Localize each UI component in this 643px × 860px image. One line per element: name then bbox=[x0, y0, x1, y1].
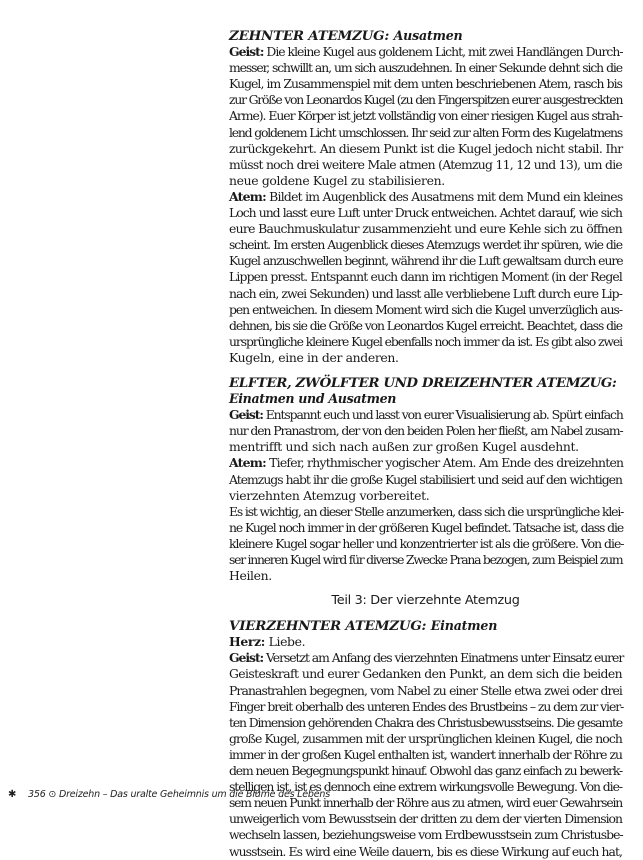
text-line: ten Dimension gehörenden Chakra des Christusbewusstseins. Die gesamte bbox=[229, 714, 622, 730]
text-line: immer in der großen Kugel enthalten ist, wandert innerhalb der Röhre zu bbox=[229, 746, 622, 762]
heading-subtitle: Einatmen bbox=[430, 618, 498, 634]
text-line: vierzehnten Atemzug vorbereitet. bbox=[229, 487, 430, 503]
text-line: Geisteskraft und eurer Gedanken den Punkt, an dem sich die beiden bbox=[229, 666, 622, 682]
text-line: dehnen, bis sie die Größe von Leonardos Kugel erreicht. Beachtet, dass die bbox=[229, 317, 622, 333]
text-line: Pranastrahlen begegnen, vom Nabel zu einer Stelle etwa zwei oder drei bbox=[229, 682, 622, 698]
text-line: Kugel anzuschwellen beginnt, während ihr die Luft gewaltsam durch eure bbox=[229, 253, 623, 269]
text-line: wusstsein. Es wird eine Weile dauern, bis es diese Wirkung auf euch hat, bbox=[229, 843, 622, 859]
text-line: Arme). Euer Körper ist jetzt vollständig von einer riesigen Kugel aus strah- bbox=[229, 108, 622, 124]
text-line: sem neuen Punkt innerhalb der Röhre aus zu atmen, wird euer Gewahrsein bbox=[229, 795, 622, 811]
circle-dot-separator-icon: ⊙ bbox=[48, 789, 57, 800]
text-line: lend goldenem Licht umschlossen. Ihr seid zur alten Form des Kugelatmens bbox=[229, 124, 622, 140]
text-line: nur den Pranastrom, der von den beiden Polen her fließt, am Nabel zusam- bbox=[229, 423, 623, 439]
text-line: messer, schwillt an, um sich auszudehnen. In einer Sekunde dehnt sich die bbox=[229, 60, 622, 76]
text-line: mentrifft und sich nach außen zur großen Kugel ausdehnt. bbox=[229, 439, 579, 455]
text-span: Die kleine Kugel aus goldenem Licht, mit zwei Handlängen Durch- bbox=[263, 44, 623, 60]
atem-label: Atem: bbox=[229, 455, 266, 471]
page-footer bbox=[8, 789, 330, 800]
star-marker-icon: ✱ bbox=[8, 789, 17, 800]
heading-title: ZEHNTER ATEMZUG: bbox=[229, 28, 390, 44]
text-line: Kugel, im Zusammenspiel mit dem unten beschriebenen Atem, rasch bis bbox=[229, 76, 622, 92]
text-line: große Kugel, zusammen mit der ursprünglichen kleinen Kugel, die noch bbox=[229, 730, 622, 746]
text-line: nach ein, zwei Sekunden) und lasst alle verbliebene Luft durch eure Lip- bbox=[229, 285, 622, 301]
text-line: stelligen ist, ist es dennoch eine extrem wirkungsvolle Bewegung. Von die- bbox=[229, 779, 623, 795]
text-line: kleinere Kugel sogar heller und konzentrierter ist als die größere. Von die- bbox=[229, 535, 624, 551]
text-line: unweigerlich vom Bewusstsein der dritten zu dem der vierten Dimension bbox=[229, 811, 622, 827]
geist-label: Geist: bbox=[229, 407, 263, 423]
text-line bbox=[229, 455, 622, 471]
text-line bbox=[229, 634, 622, 650]
text-line: ne Kugel noch immer in der größeren Kugel befindet. Tatsache ist, dass die bbox=[229, 519, 624, 535]
section-heading-zehnter bbox=[229, 28, 622, 44]
text-line: Finger breit oberhalb des unteren Endes des Brustbeins – zu dem zur vier- bbox=[229, 698, 624, 714]
text-line: ser inneren Kugel wird für diverse Zwecke Prana bezogen, zum Beispiel zum bbox=[229, 552, 623, 567]
text-line: ursprüngliche kleinere Kugel ebenfalls noch immer da ist. Es gibt also zwei bbox=[229, 333, 622, 349]
text-line: Loch und lasst eure Luft unter Druck entweichen. Achtet darauf, wie sich bbox=[229, 205, 622, 221]
atem-label: Atem: bbox=[229, 188, 266, 204]
text-line bbox=[229, 44, 622, 60]
section-heading-elfter: ELFTER, ZWÖLFTER UND DREIZEHNTER ATEMZUG: bbox=[229, 374, 617, 391]
text-line: Heilen. bbox=[229, 568, 272, 584]
page-body bbox=[229, 28, 622, 860]
text-line: müsst noch drei weitere Male atmen (Atemzug 11, 12 und 13), um die bbox=[229, 156, 622, 172]
text-line: dem neuen Begegnungspunkt hinauf. Obwohl das ganz einfach zu bewerk- bbox=[229, 763, 622, 779]
text-line: Es ist wichtig, an dieser Stelle anzumerken, dass sich die ursprüngliche klei- bbox=[229, 503, 624, 519]
text-span: Entspannt euch und lasst von eurer Visualisierung ab. Spürt einfach bbox=[262, 407, 623, 423]
text-line: scheint. Im ersten Augenblick dieses Atemzugs werdet ihr spüren, wie die bbox=[229, 237, 622, 253]
text-line: zurückgekehrt. An diesem Punkt ist die Kugel jedoch nicht stabil. Ihr bbox=[229, 140, 623, 156]
text-line: neue goldene Kugel zu stabilisieren. bbox=[229, 172, 445, 188]
geist-label: Geist: bbox=[229, 44, 264, 60]
text-line bbox=[229, 650, 622, 666]
text-span: Bildet im Augenblick des Ausatmens mit dem Mund ein kleines bbox=[265, 188, 623, 204]
text-span: Versetzt am Anfang des vierzehnten Einatmens unter Einsatz eurer bbox=[263, 650, 624, 666]
text-line bbox=[229, 189, 622, 205]
text-line: Lippen presst. Entspannt euch dann im richtigen Moment (in der Regel bbox=[229, 269, 622, 285]
text-line: wechseln lassen, beziehungsweise vom Erdbewusstsein zum Christusbe- bbox=[229, 827, 623, 843]
text-span: Liebe. bbox=[264, 634, 306, 650]
text-span: Tiefer, rhythmischer yogischer Atem. Am Ende des dreizehnten bbox=[265, 455, 624, 471]
part-heading: Teil 3: Der vierzehnte Atemzug bbox=[331, 593, 520, 609]
text-line: Kugeln, eine in der anderen. bbox=[229, 349, 399, 365]
running-title: Dreizehn – Das uralte Geheimnis um die Blume des Lebens bbox=[58, 789, 330, 800]
section-heading-vierzehnter bbox=[229, 618, 622, 634]
geist-label: Geist: bbox=[229, 650, 264, 666]
spacer bbox=[229, 366, 622, 375]
section-subheading: Einatmen und Ausatmen bbox=[229, 391, 397, 407]
text-line: pen entweichen. In diesem Moment wird sich die Kugel unverzüglich aus- bbox=[229, 301, 622, 317]
heading-title: VIERZEHNTER ATEMZUG: bbox=[229, 618, 427, 635]
text-line: eure Bauchmuskulatur zusammenzieht und eure Kehle sich zu öffnen bbox=[229, 221, 622, 237]
text-line bbox=[229, 407, 622, 423]
herz-label: Herz: bbox=[229, 634, 265, 650]
text-line: zur Größe von Leonardos Kugel (zu den Fingerspitzen eurer ausgestreckten bbox=[229, 92, 623, 108]
heading-subtitle: Ausatmen bbox=[393, 28, 463, 43]
page-number: 356 bbox=[28, 789, 46, 800]
text-line: Atemzugs habt ihr die große Kugel stabilisiert und seid auf den wichtigen bbox=[229, 471, 622, 487]
